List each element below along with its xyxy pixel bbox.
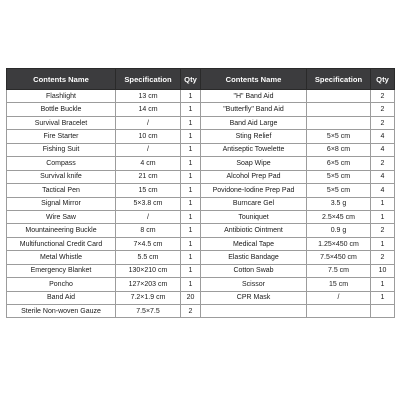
table-row — [7, 278, 395, 291]
cell-right-qty: 2 — [371, 251, 395, 264]
cell-right-spec: 7.5 cm — [307, 264, 371, 277]
cell-right-name — [201, 305, 307, 318]
table-row — [7, 291, 395, 304]
cell-left-name: Mountaineering Buckle — [7, 224, 116, 237]
cell-left-qty: 1 — [181, 130, 201, 143]
cell-left-name: Wire Saw — [7, 210, 116, 223]
header-row — [7, 69, 395, 90]
table-body — [7, 90, 395, 318]
cell-right-name: Scissor — [201, 278, 307, 291]
cell-right-spec: 6×5 cm — [307, 157, 371, 170]
cell-right-qty: 1 — [371, 210, 395, 223]
cell-right-spec: 2.5×45 cm — [307, 210, 371, 223]
cell-left-qty: 1 — [181, 197, 201, 210]
cell-left-name: Band Aid — [7, 291, 116, 304]
cell-right-name: Sting Relief — [201, 130, 307, 143]
cell-right-name: Band Aid Large — [201, 116, 307, 129]
table-row — [7, 90, 395, 103]
contents-table — [6, 68, 395, 318]
table-row — [7, 157, 395, 170]
table-row — [7, 210, 395, 223]
header-specification-left: Specification — [116, 69, 181, 90]
cell-right-name: Alcohol Prep Pad — [201, 170, 307, 183]
cell-left-name: Survival Bracelet — [7, 116, 116, 129]
table-row — [7, 251, 395, 264]
cell-right-spec — [307, 103, 371, 116]
cell-left-qty: 1 — [181, 264, 201, 277]
cell-left-spec: 13 cm — [116, 90, 181, 103]
cell-right-name: Medical Tape — [201, 237, 307, 250]
cell-right-spec: 5×5 cm — [307, 170, 371, 183]
cell-right-qty — [371, 305, 395, 318]
table-row — [7, 264, 395, 277]
header-qty-left: Qty — [181, 69, 201, 90]
cell-left-spec: 15 cm — [116, 184, 181, 197]
cell-right-spec — [307, 305, 371, 318]
table-row — [7, 103, 395, 116]
cell-left-qty: 1 — [181, 251, 201, 264]
table-row — [7, 197, 395, 210]
cell-right-qty: 2 — [371, 116, 395, 129]
cell-right-qty: 1 — [371, 291, 395, 304]
cell-left-name: Bottle Buckle — [7, 103, 116, 116]
cell-left-name: Poncho — [7, 278, 116, 291]
cell-left-spec: / — [116, 143, 181, 156]
cell-right-qty: 1 — [371, 197, 395, 210]
cell-left-name: Survival knife — [7, 170, 116, 183]
cell-left-name: Fire Starter — [7, 130, 116, 143]
table-row — [7, 305, 395, 318]
table-row — [7, 130, 395, 143]
cell-right-qty: 10 — [371, 264, 395, 277]
cell-right-spec: 0.9 g — [307, 224, 371, 237]
cell-left-spec: 8 cm — [116, 224, 181, 237]
cell-left-name: Metal Whistle — [7, 251, 116, 264]
cell-left-name: Compass — [7, 157, 116, 170]
cell-left-qty: 1 — [181, 103, 201, 116]
cell-left-spec: 7.5×7.5 — [116, 305, 181, 318]
cell-right-spec: 7.5×450 cm — [307, 251, 371, 264]
cell-left-spec: 14 cm — [116, 103, 181, 116]
cell-left-name: Tactical Pen — [7, 184, 116, 197]
cell-right-qty: 2 — [371, 103, 395, 116]
header-qty-right: Qty — [371, 69, 395, 90]
cell-left-name: Emergency Blanket — [7, 264, 116, 277]
cell-left-qty: 1 — [181, 278, 201, 291]
cell-left-name: Signal Mirror — [7, 197, 116, 210]
cell-left-name: Fishing Suit — [7, 143, 116, 156]
cell-right-spec: 15 cm — [307, 278, 371, 291]
cell-left-qty: 1 — [181, 170, 201, 183]
cell-right-name: "H" Band Aid — [201, 90, 307, 103]
cell-right-qty: 2 — [371, 157, 395, 170]
cell-left-spec: 21 cm — [116, 170, 181, 183]
cell-right-spec: / — [307, 291, 371, 304]
header-specification-right: Specification — [307, 69, 371, 90]
cell-left-qty: 1 — [181, 210, 201, 223]
cell-right-spec — [307, 90, 371, 103]
cell-left-qty: 1 — [181, 224, 201, 237]
cell-right-spec: 5×5 cm — [307, 130, 371, 143]
cell-left-spec: / — [116, 210, 181, 223]
cell-left-qty: 2 — [181, 305, 201, 318]
cell-left-spec: 5×3.8 cm — [116, 197, 181, 210]
cell-right-spec: 6×8 cm — [307, 143, 371, 156]
cell-right-name: CPR Mask — [201, 291, 307, 304]
cell-left-qty: 1 — [181, 184, 201, 197]
cell-right-name: Soap Wipe — [201, 157, 307, 170]
cell-right-name: Antiseptic Towelette — [201, 143, 307, 156]
cell-right-spec: 1.25×450 cm — [307, 237, 371, 250]
cell-right-spec: 5×5 cm — [307, 184, 371, 197]
cell-right-name: Elastic Bandage — [201, 251, 307, 264]
cell-right-qty: 4 — [371, 184, 395, 197]
cell-right-qty: 4 — [371, 130, 395, 143]
table-row — [7, 184, 395, 197]
header-contents-name-left: Contents Name — [7, 69, 116, 90]
cell-left-spec: 7.2×1.9 cm — [116, 291, 181, 304]
cell-left-qty: 1 — [181, 90, 201, 103]
table-row — [7, 116, 395, 129]
cell-left-qty: 1 — [181, 116, 201, 129]
table-row — [7, 224, 395, 237]
cell-right-qty: 1 — [371, 237, 395, 250]
cell-left-spec: 4 cm — [116, 157, 181, 170]
cell-left-qty: 1 — [181, 157, 201, 170]
cell-right-qty: 2 — [371, 90, 395, 103]
cell-right-name: Cotton Swab — [201, 264, 307, 277]
cell-right-qty: 4 — [371, 143, 395, 156]
header-contents-name-right: Contents Name — [201, 69, 307, 90]
cell-left-spec: 5.5 cm — [116, 251, 181, 264]
cell-left-qty: 20 — [181, 291, 201, 304]
cell-right-qty: 1 — [371, 278, 395, 291]
cell-right-name: Povidone-Iodine Prep Pad — [201, 184, 307, 197]
cell-left-spec: / — [116, 116, 181, 129]
cell-left-name: Flashlight — [7, 90, 116, 103]
cell-right-qty: 4 — [371, 170, 395, 183]
cell-left-qty: 1 — [181, 143, 201, 156]
cell-left-spec: 130×210 cm — [116, 264, 181, 277]
table-row — [7, 170, 395, 183]
contents-table-wrapper — [6, 68, 394, 318]
table-row — [7, 237, 395, 250]
cell-left-qty: 1 — [181, 237, 201, 250]
cell-left-spec: 10 cm — [116, 130, 181, 143]
table-row — [7, 143, 395, 156]
cell-right-spec — [307, 116, 371, 129]
cell-left-spec: 7×4.5 cm — [116, 237, 181, 250]
cell-left-name: Sterile Non-woven Gauze — [7, 305, 116, 318]
cell-right-name: Burncare Gel — [201, 197, 307, 210]
cell-right-spec: 3.5 g — [307, 197, 371, 210]
cell-right-name: "Butterfly" Band Aid — [201, 103, 307, 116]
cell-left-spec: 127×203 cm — [116, 278, 181, 291]
cell-right-name: Antibiotic Ointment — [201, 224, 307, 237]
cell-right-qty: 2 — [371, 224, 395, 237]
cell-left-name: Multifunctional Credit Card — [7, 237, 116, 250]
cell-right-name: Touniquet — [201, 210, 307, 223]
